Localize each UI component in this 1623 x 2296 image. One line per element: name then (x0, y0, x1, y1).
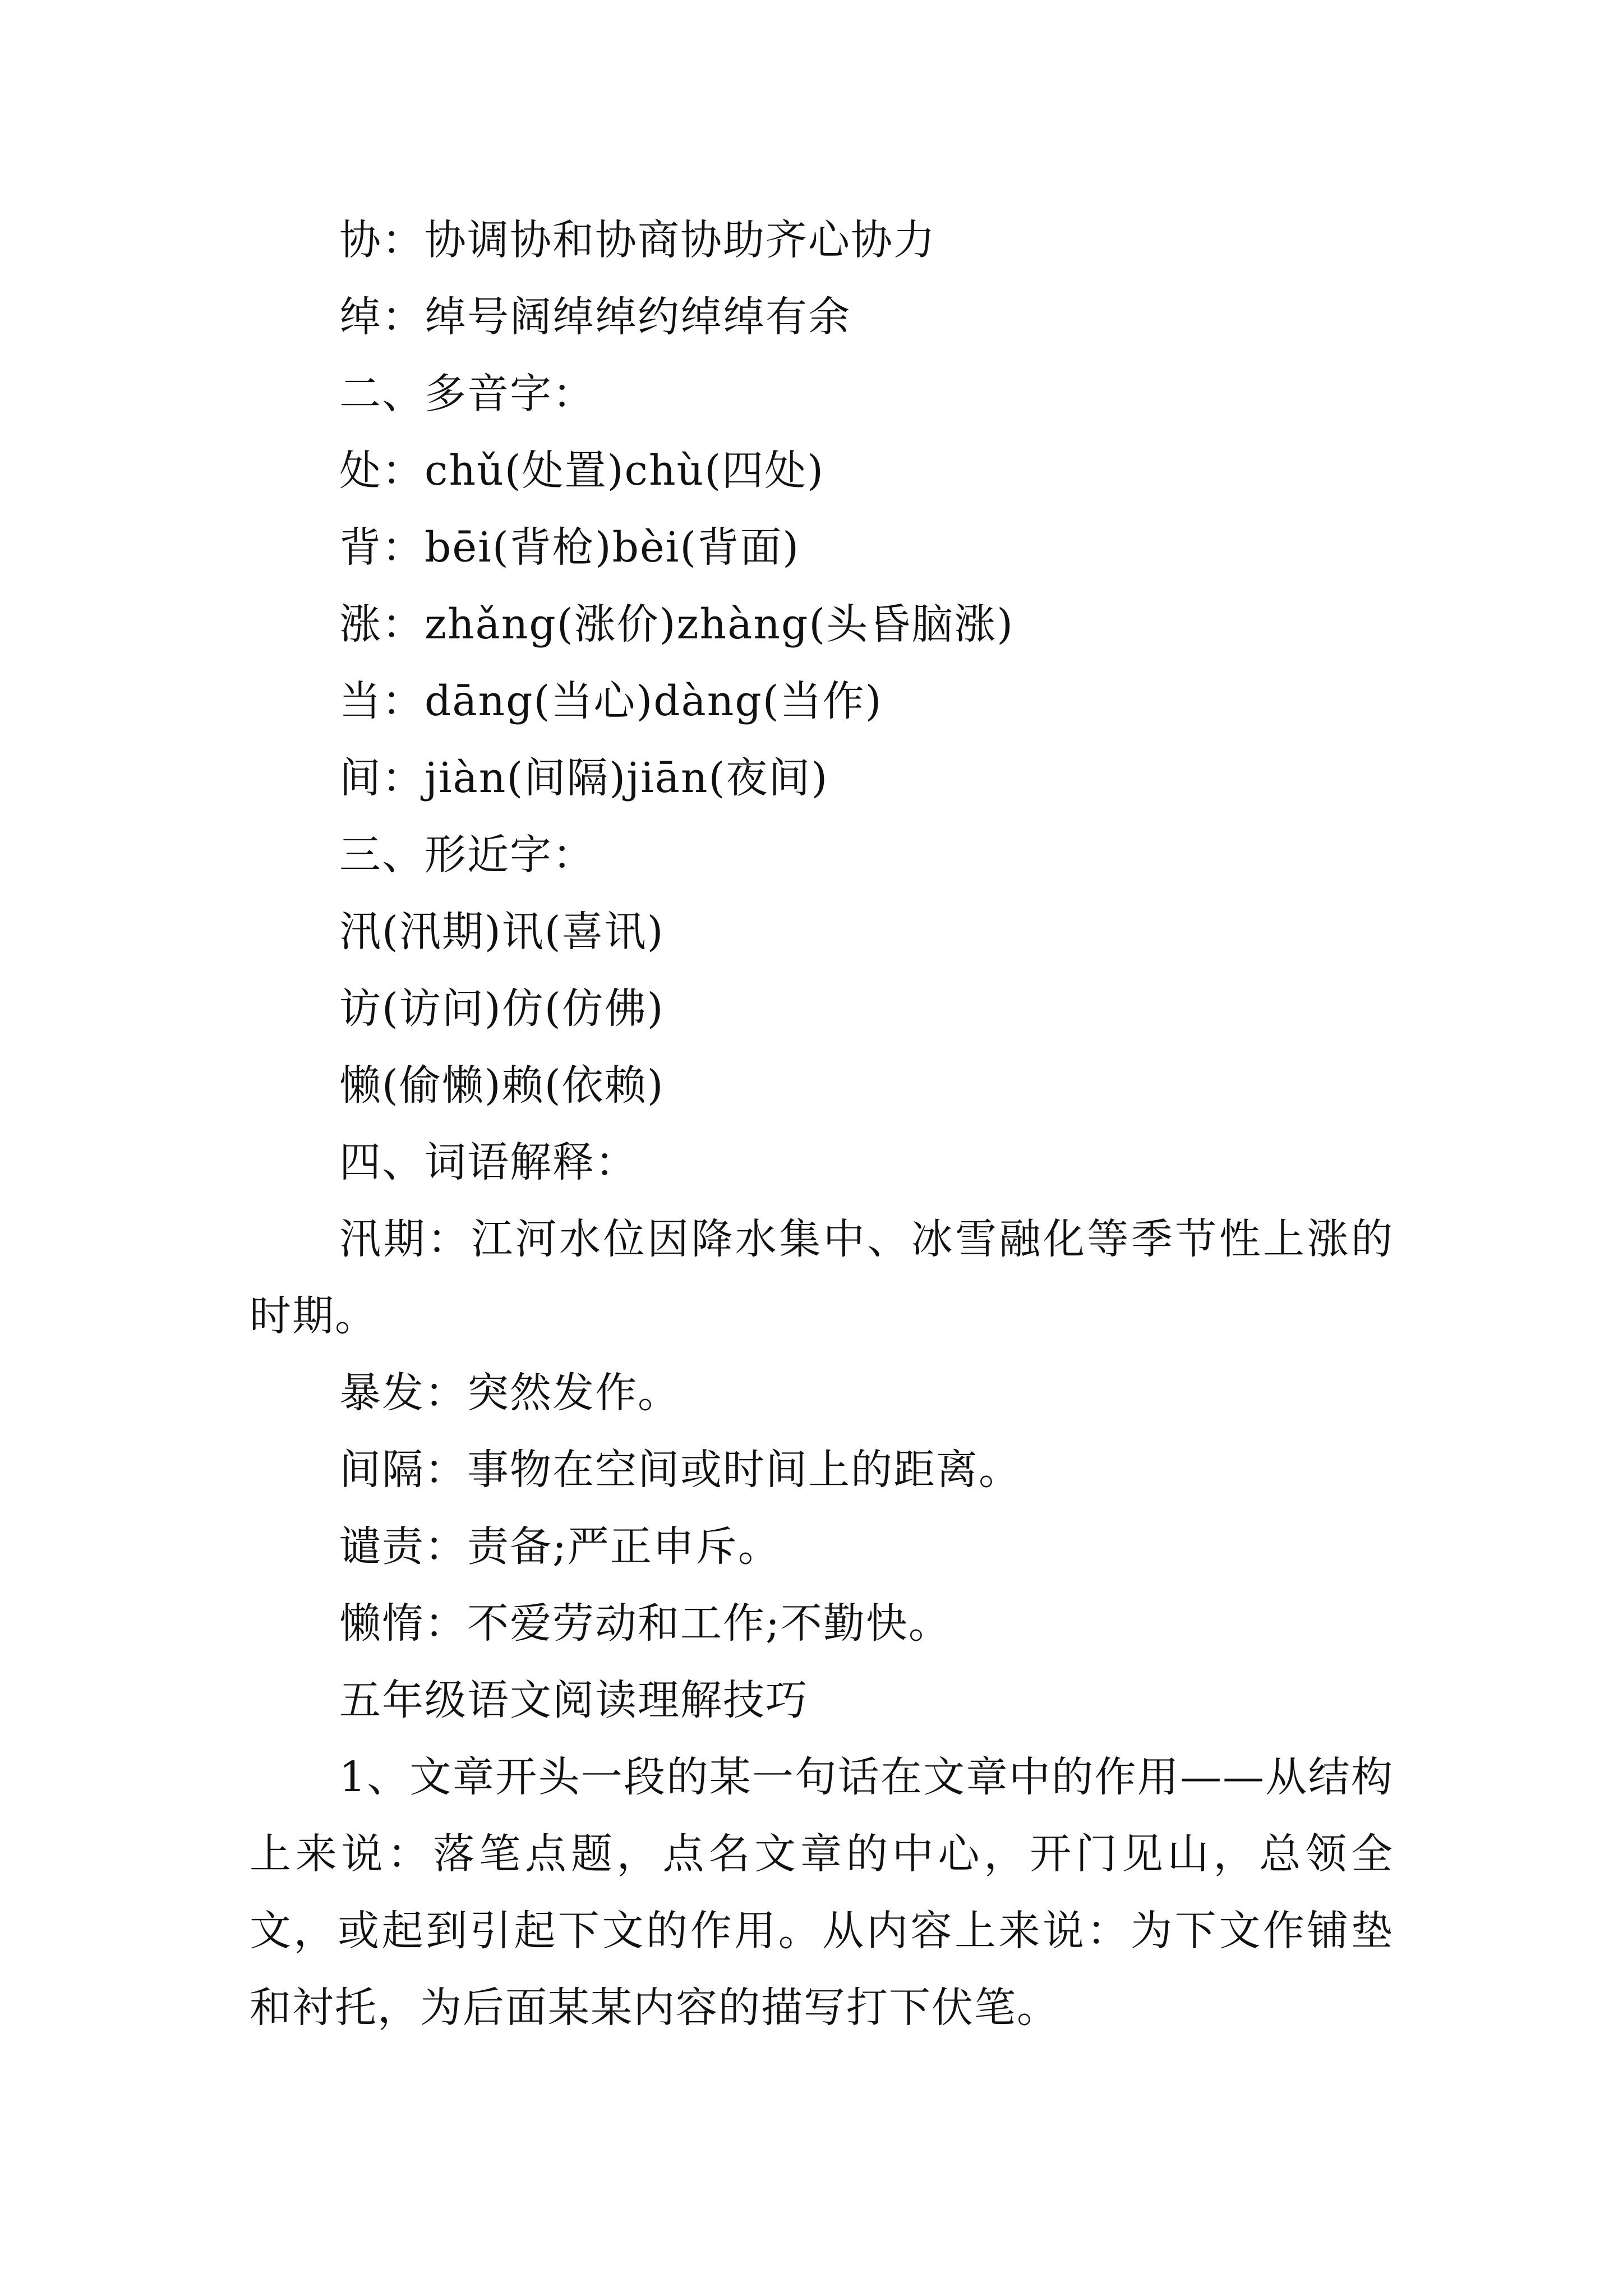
paragraph-tip-1: 1、文章开头一段的某一句话在文章中的作用——从结构上来说：落笔点题，点名文章的中心，开门见山，总领全文，或起到引起下文的作用。从内容上来说：为下文作铺垫和衬托，为后面某某内容的描写打下伏笔。 (250, 1753, 1394, 2032)
text-line-qianze: 谴责：责备;严正申斥。 (339, 1522, 781, 1571)
paragraph-flood-season: 汛期：江河水位因降水集中、冰雪融化等季节性上涨的时期。 (250, 1215, 1394, 1340)
text-line-chu: 处：chǔ(处置)chù(四处) (339, 447, 825, 495)
section-heading-reading-tips: 五年级语文阅读理解技巧 (339, 1676, 808, 1724)
section-heading-similar-chars: 三、形近字： (339, 831, 595, 879)
section-heading-vocabulary: 四、词语解释： (339, 1138, 638, 1186)
document-body (250, 202, 1394, 2046)
text-line-xie: 协：协调协和协商协助齐心协力 (339, 216, 936, 264)
text-line-landuo: 懒惰：不爱劳动和工作;不勤快。 (339, 1599, 951, 1648)
text-line-jian: 间：jiàn(间隔)jiān(夜间) (339, 754, 829, 802)
section-heading-polyphones: 二、多音字： (339, 370, 595, 418)
text-line-chuo: 绰：绰号阔绰绰约绰绰有余 (339, 293, 851, 341)
text-line-baofa: 暴发：突然发作。 (339, 1369, 680, 1417)
text-line-jiange: 间隔：事物在空间或时间上的距离。 (339, 1446, 1021, 1494)
text-line-fang: 访(访问)仿(仿佛) (339, 984, 665, 1033)
text-line-bei: 背：bēi(背枪)bèi(背面) (339, 523, 800, 572)
text-line-lan: 懒(偷懒)赖(依赖) (339, 1061, 665, 1110)
text-line-dang: 当：dāng(当心)dàng(当作) (339, 677, 883, 725)
text-line-zhang: 涨：zhǎng(涨价)zhàng(头昏脑涨) (339, 600, 1015, 648)
text-line-xun: 汛(汛期)讯(喜讯) (339, 908, 665, 956)
